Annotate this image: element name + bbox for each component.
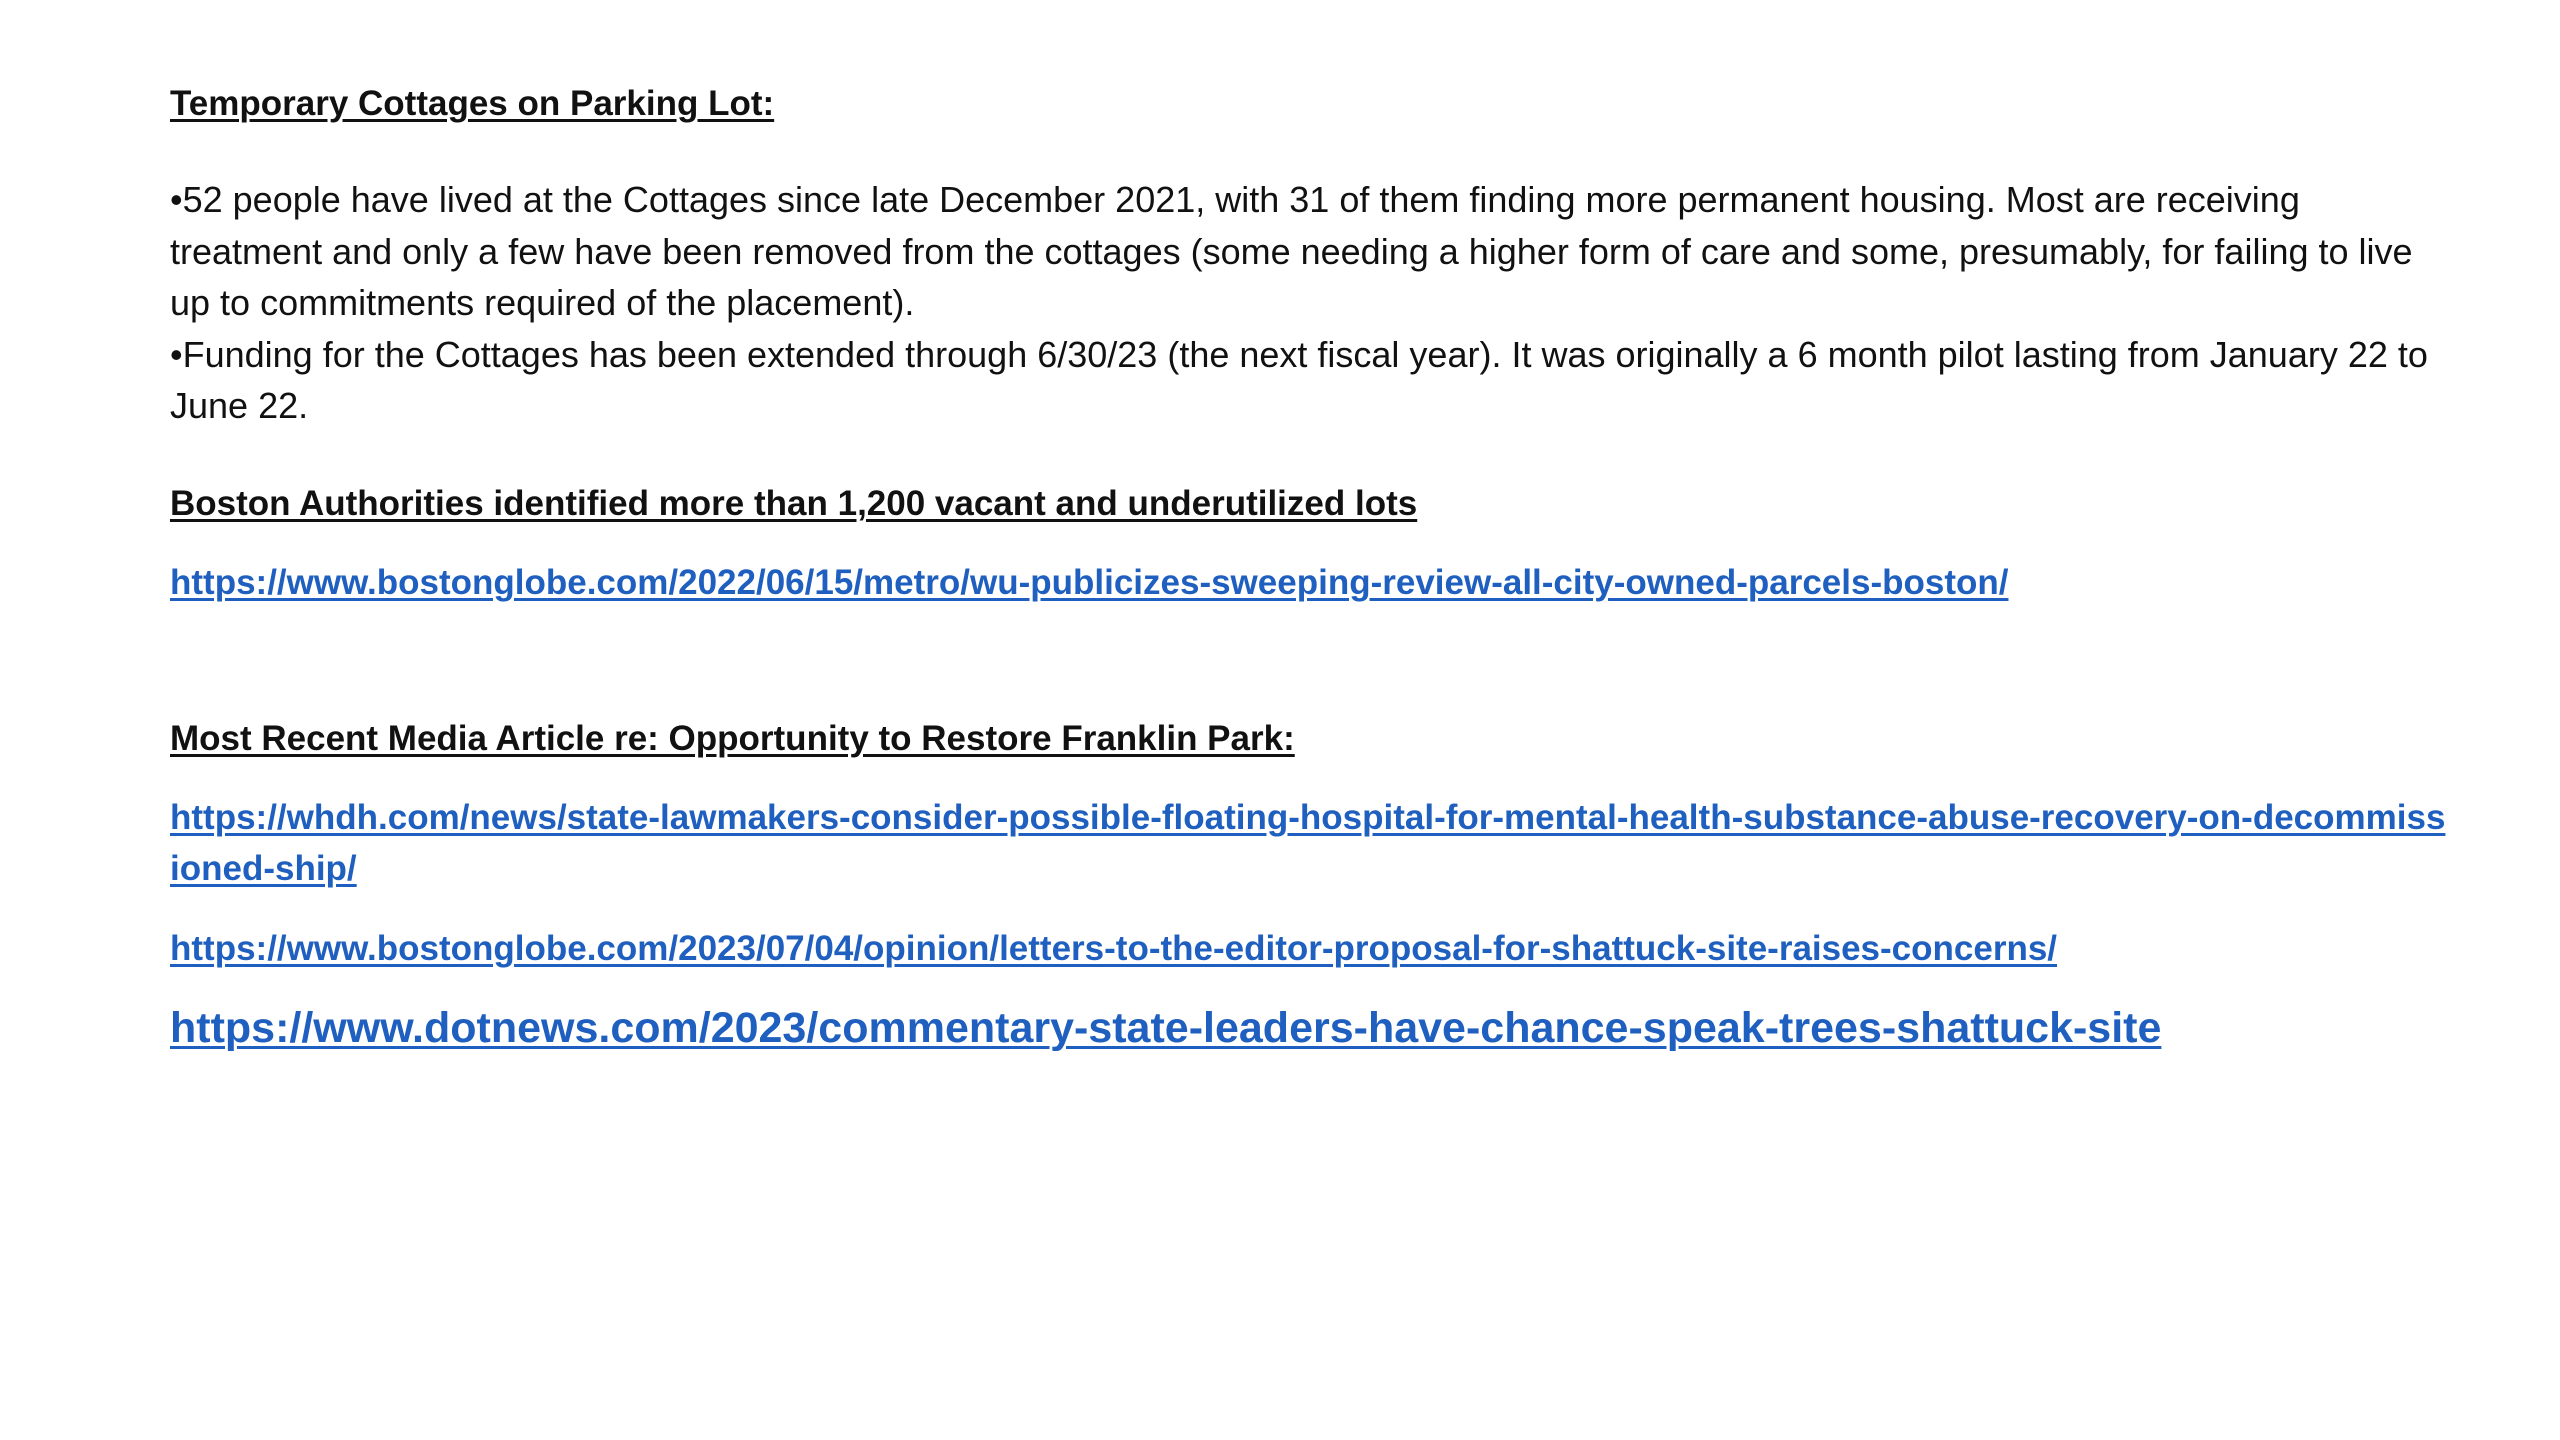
franklin-park-link-globe-wrap xyxy=(170,923,2450,974)
bostonglobe-shattuck-letters-link[interactable]: https://www.bostonglobe.com/2023/07/04/opinion/letters-to-the-editor-proposal-for-shattuck-site-raises-concerns/ xyxy=(170,929,2058,968)
vacant-lots-links xyxy=(170,557,2450,608)
cottages-bullet-funding: •Funding for the Cottages has been extended through 6/30/23 (the next fiscal year). It was originally a 6 month pilot lasting from January 22 to June 22. xyxy=(170,333,2428,426)
vacant-lots-heading: Boston Authorities identified more than 1,200 vacant and underutilized lots xyxy=(170,484,1418,523)
bostonglobe-parcels-link[interactable]: https://www.bostonglobe.com/2022/06/15/metro/wu-publicizes-sweeping-review-all-city-owned-parcels-boston/ xyxy=(170,563,2009,602)
cottages-heading: Temporary Cottages on Parking Lot: xyxy=(170,84,775,123)
franklin-park-heading: Most Recent Media Article re: Opportunity to Restore Franklin Park: xyxy=(170,719,1295,758)
franklin-park-link-dotnews-wrap xyxy=(170,1000,2450,1056)
cottages-body xyxy=(170,174,2450,432)
franklin-park-link-whdh-wrap xyxy=(170,792,2450,894)
dotnews-shattuck-commentary-link[interactable]: https://www.dotnews.com/2023/commentary-state-leaders-have-chance-speak-trees-shattuck-site xyxy=(170,1004,2162,1052)
cottages-bullet-residents: •52 people have lived at the Cottages since late December 2021, with 31 of them finding more permanent housing. Most are receiving treatment and only a few have been removed from the cottages (some needing a higher form of care and some, presumably, for failing to live up to commitments required of the placement). xyxy=(170,179,2413,323)
whdh-floating-hospital-link[interactable]: https://whdh.com/news/state-lawmakers-consider-possible-floating-hospital-for-mental-health-substance-abuse-recovery-on-decommissioned-ship/ xyxy=(170,798,2446,888)
